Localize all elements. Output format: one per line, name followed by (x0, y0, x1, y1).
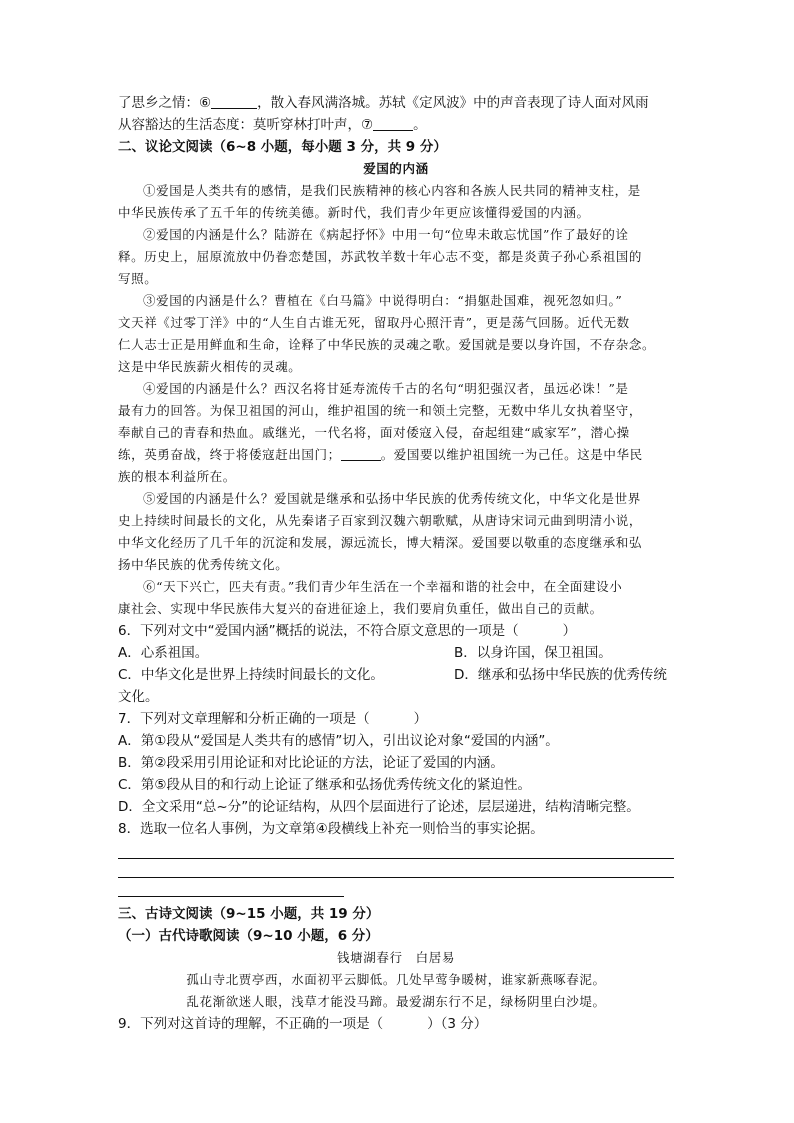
section-3-heading: 三、古诗文阅读（9~15 小题，共 19 分） (118, 906, 380, 922)
option-7-c[interactable]: C．第⑤段从目的和行动上论证了继承和弘扬优秀传统文化的紧迫性。 (118, 777, 532, 793)
question-text: ）（3 分） (427, 1016, 488, 1032)
section-3-subheading: （一）古代诗歌阅读（9~10 小题，6 分） (118, 928, 379, 944)
option-7-d[interactable]: D．全文采用“总~分”的论证结构，从四个层面进行了论述，层层递进，结构清晰完整。 (118, 799, 640, 815)
article-line: 史上持续时间最长的文化，从先秦诸子百家到汉魏六朝歌赋，从唐诗宋词元曲到明清小说， (118, 513, 643, 528)
question-6-options-row-2 (118, 664, 674, 686)
article-line: 这是中华民族薪火相传的灵魂。 (118, 359, 302, 374)
question-8-stem: 8．选取一位名人事例，为文章第④段横线上补充一则恰当的事实论据。 (118, 821, 544, 837)
article-text: 。爱国要以维护祖国统一为己任。这是中华民 (380, 447, 643, 462)
option-7-b[interactable]: B．第②段采用引用论证和对比论证的方法，论证了爱国的内涵。 (118, 755, 504, 771)
article-line: 族的根本利益所在。 (118, 469, 236, 484)
article-line: 仁人志士正是用鲜血和生命，诠释了中华民族的灵魂之歌。爱国就是要以身许国，不存杂念。 (118, 337, 656, 352)
article-title: 爱国的内涵 (363, 161, 429, 176)
option-6-c[interactable]: C．中华文化是世界上持续时间最长的文化。 (118, 667, 384, 683)
option-7-a[interactable]: A．第①段从“爱国是人类共有的感情”切入，引出议论对象“爱国的内涵”。 (118, 733, 559, 749)
article-line: 最有力的回答。为保卫祖国的河山，维护祖国的统一和领土完整，无数中华儿女执着坚守， (118, 403, 643, 418)
article-line: 奉献自己的青春和热血。戚继光，一代名将，面对倭寇入侵，奋起组建“戚家军”，潜心操 (118, 425, 630, 440)
article-line (118, 444, 674, 466)
section-2-heading: 二、议论文阅读（6~8 小题，每小题 3 分，共 9 分） (118, 139, 447, 155)
intro-text: 从容豁达的生活态度：莫听穿林打叶声，⑦ (118, 117, 374, 133)
answer-blank-6[interactable] (211, 94, 257, 109)
intro-text: 。 (413, 117, 427, 133)
intro-text: 了思乡之情：⑥ (118, 95, 212, 111)
poem-title: 钱塘湖春行 白居易 (337, 950, 455, 965)
article-line: 扬中华民族的优秀传统文化。 (118, 557, 289, 572)
article-text: 练，英勇奋战，终于将倭寇赶出国门； (118, 447, 341, 462)
article-line: ①爱国是人类共有的感情，是我们民族精神的核心内容和各族人民共同的精神支柱，是 (143, 183, 641, 198)
exam-page (118, 92, 674, 1035)
article-line: 中华文化经历了几千年的沉淀和发展，源远流长，博大精深。爱国要以敬重的态度继承和弘 (118, 535, 643, 550)
article-line: ⑥“天下兴亡，匹夫有责。”我们青少年生活在一个幸福和谐的社会中，在全面建设小 (143, 579, 623, 594)
intro-line-1 (118, 92, 674, 114)
question-text: 6．下列对文中“爱国内涵”概括的说法，不符合原文意思的一项是（ (118, 623, 519, 639)
option-6-d-continued: 文化。 (118, 689, 159, 705)
poem-line-2: 乱花渐欲迷人眼，浅草才能没马蹄。最爱湖东行不足，绿杨阴里白沙堤。 (186, 994, 606, 1009)
intro-text: ，散入春风满洛城。苏轼《定风波》中的声音表现了诗人面对风雨 (257, 95, 649, 111)
answer-blank-7[interactable] (373, 116, 413, 131)
question-9-stem (118, 1013, 674, 1035)
question-6-stem (118, 620, 674, 642)
question-text: 7．下列对文章理解和分析正确的一项是（ (118, 711, 370, 727)
article-line: 中华民族传承了五千年的传统美德。新时代，我们青少年更应该懂得爱国的内涵。 (118, 205, 590, 220)
option-6-d[interactable]: D．继承和弘扬中华民族的优秀传统 (454, 667, 667, 683)
question-7-stem (118, 708, 674, 730)
article-body (118, 180, 674, 444)
question-text: ） (413, 711, 428, 727)
article-line: 写照。 (118, 271, 158, 286)
article-line: 释。历史上，屈原流放中仍眷恋楚国，苏武牧羊数十年心志不变，都是炎黄子孙心系祖国的 (118, 249, 643, 264)
option-6-a[interactable]: A．心系祖国。 (118, 645, 209, 661)
article-line: ④爱国的内涵是什么？西汉名将甘延寿流传千古的名句“明犯强汉者，虽远必诛！”是 (143, 381, 629, 396)
evidence-blank[interactable] (341, 446, 381, 461)
intro-line-2 (118, 114, 674, 136)
article-body-continued (118, 466, 674, 620)
article-line: 康社会、实现中华民族伟大复兴的奋进征途上，我们要肩负重任，做出自己的贡献。 (118, 601, 603, 616)
question-text: 9．下列对这首诗的理解，不正确的一项是（ (118, 1016, 384, 1032)
poem-line-1: 孤山寺北贾亭西，水面初平云脚低。几处早莺争暖树，谁家新燕啄春泥。 (186, 972, 606, 987)
option-6-b[interactable]: B．以身许国，保卫祖国。 (454, 645, 612, 661)
article-line: ②爱国的内涵是什么？陆游在《病起抒怀》中用一句“位卑未敢忘忧国”作了最好的诠 (143, 227, 629, 242)
question-6-options-row-1 (118, 642, 674, 664)
article-line: 文天祥《过零丁洋》中的“人生自古谁无死，留取丹心照汗青”，更是荡气回肠。近代无数 (118, 315, 630, 330)
article-line: ③爱国的内涵是什么？曹植在《白马篇》中说得明白：“捐躯赴国难，视死忽如归。” (143, 293, 623, 308)
question-text: ） (562, 623, 577, 639)
article-line: ⑤爱国的内涵是什么？爱国就是继承和弘扬中华民族的优秀传统文化，中华文化是世界 (143, 491, 641, 506)
